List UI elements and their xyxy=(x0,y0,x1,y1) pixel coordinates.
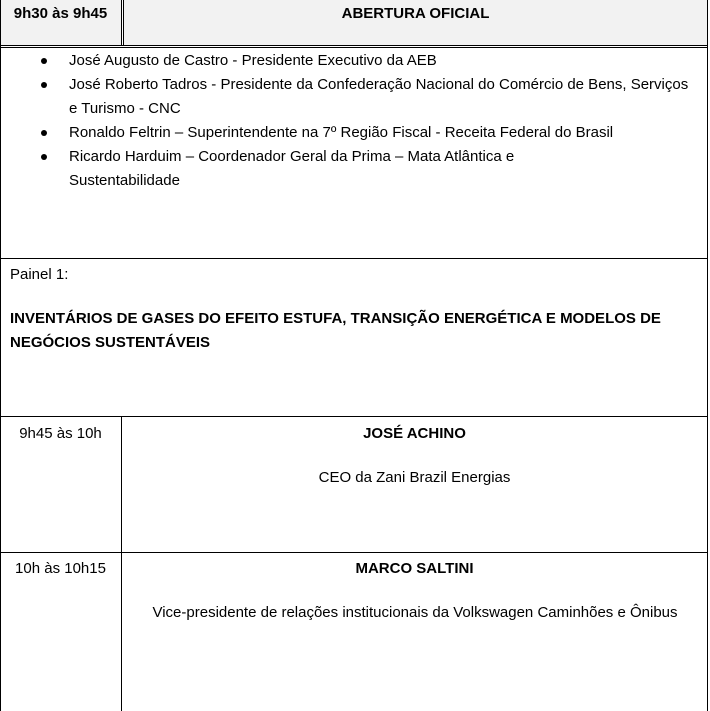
bullet-icon xyxy=(41,82,47,88)
row-divider xyxy=(0,552,708,553)
list-item: Ricardo Harduim – Coordenador Geral da Prima – Mata Atlântica e Sustentabilidade xyxy=(0,145,690,193)
panel-label: Painel 1: xyxy=(10,266,69,283)
session-speaker-role: CEO da Zani Brazil Energias xyxy=(318,469,511,486)
bullet-icon xyxy=(41,130,47,136)
opening-title: ABERTURA OFICIAL xyxy=(341,5,490,22)
session-speaker-name: JOSÉ ACHINO xyxy=(363,425,466,442)
list-item: Ronaldo Feltrin – Superintendente na 7º Região Fiscal - Receita Federal do Brasil xyxy=(0,121,690,145)
session-speaker-name: MARCO SALTINI xyxy=(355,560,474,577)
session-time: 9h45 às 10h xyxy=(19,425,102,442)
opening-speakers xyxy=(0,49,707,193)
row-divider xyxy=(0,47,708,48)
list-item: José Roberto Tadros - Presidente da Confederação Nacional do Comércio de Bens, Serviços e Turismo - CNC xyxy=(0,73,690,121)
column-divider xyxy=(121,0,122,46)
bullet-icon xyxy=(41,58,47,64)
row-divider xyxy=(0,45,708,46)
row-divider xyxy=(0,416,708,417)
list-item: José Augusto de Castro - Presidente Executivo da AEB xyxy=(0,49,690,73)
session-speaker-role: Vice-presidente de relações institucionais da Volkswagen Caminhões e Ônibus xyxy=(152,604,678,621)
session-time: 10h às 10h15 xyxy=(15,560,106,577)
panel-title: INVENTÁRIOS DE GASES DO EFEITO ESTUFA, TRANSIÇÃO ENERGÉTICA E MODELOS DE NEGÓCIOS SUSTENTÁVEIS xyxy=(10,310,661,351)
bullet-icon xyxy=(41,154,47,160)
row-divider xyxy=(0,258,708,259)
table-right-border xyxy=(707,0,708,711)
opening-time: 9h30 às 9h45 xyxy=(13,5,108,22)
